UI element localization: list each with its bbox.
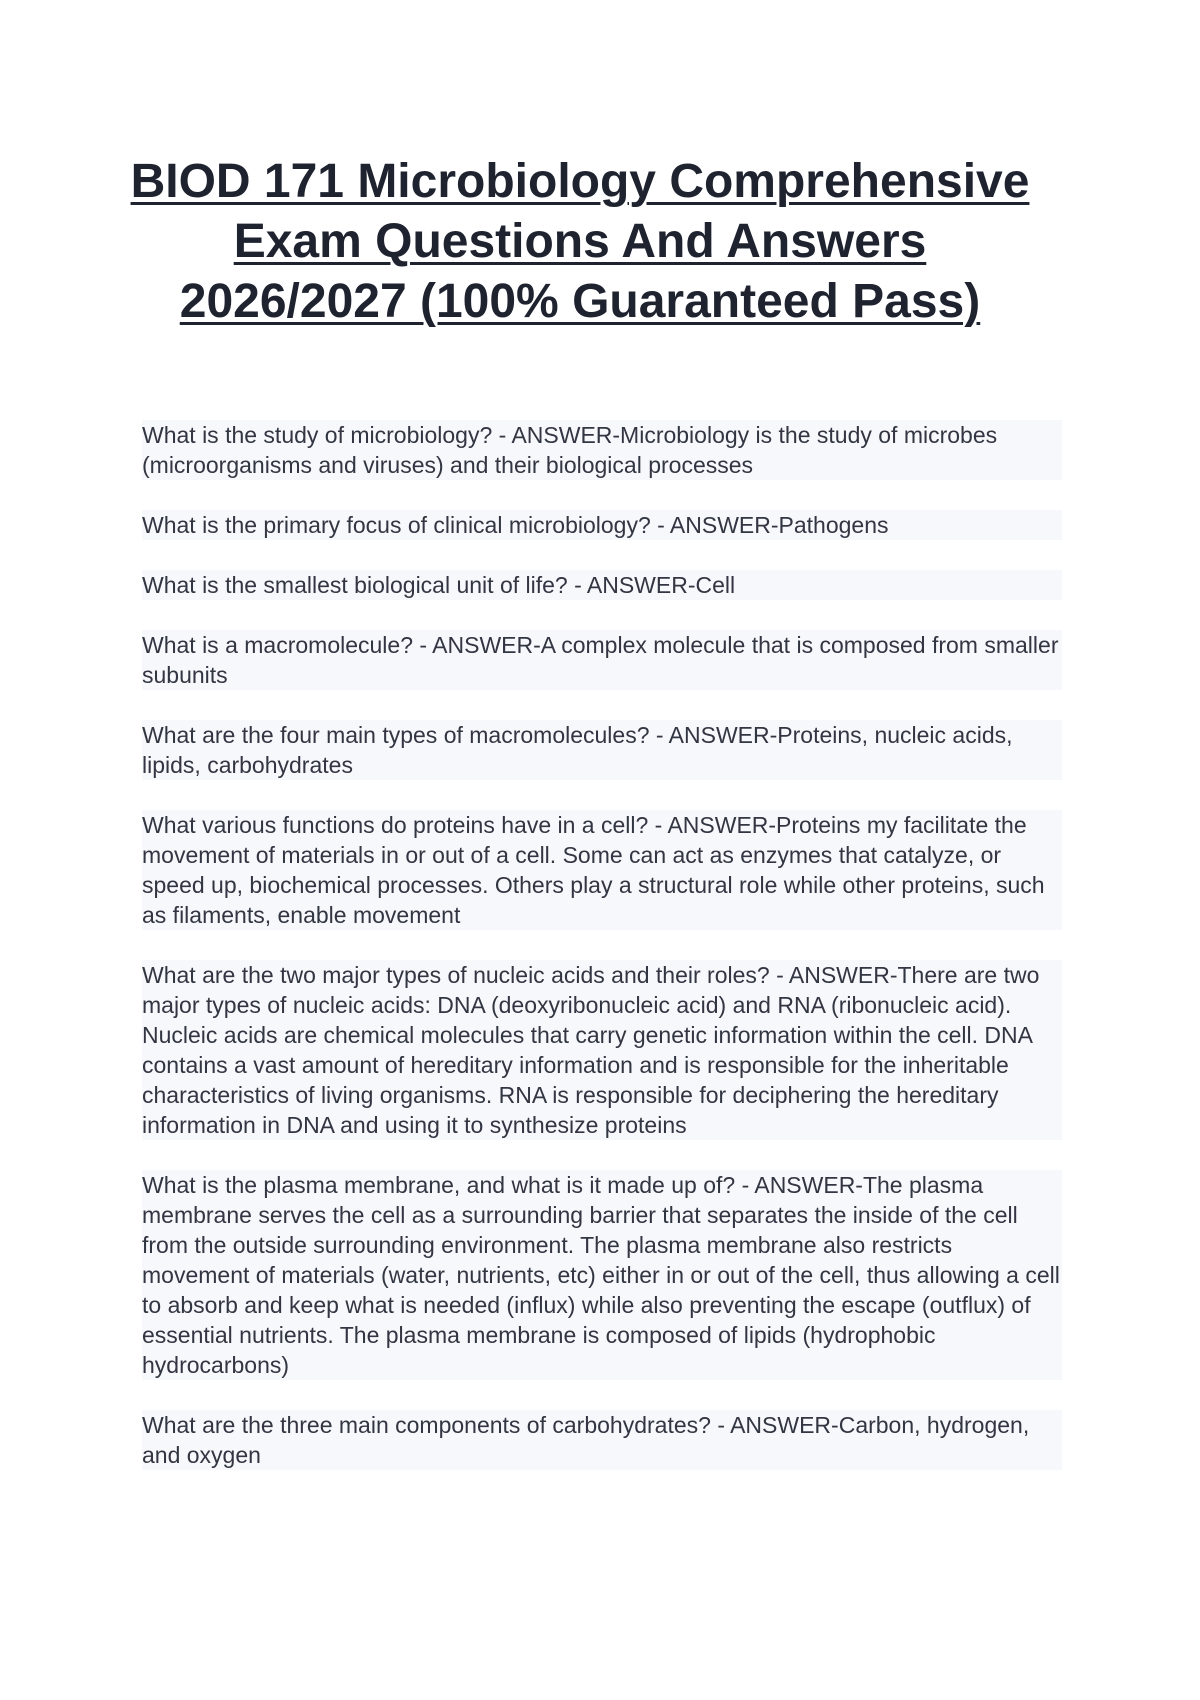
qa-item: What is a macromolecule? - ANSWER-A complex molecule that is composed from smaller subunits: [142, 630, 1062, 690]
title-block: [130, 152, 1030, 332]
qa-item: What are the four main types of macromolecules? - ANSWER-Proteins, nucleic acids, lipids, carbohydrates: [142, 720, 1062, 780]
qa-item: What various functions do proteins have in a cell? - ANSWER-Proteins my facilitate the movement of materials in or out of a cell. Some can act as enzymes that catalyze, or speed up, biochemical processes. Others play a structural role while other proteins, such as filaments, enable movement: [142, 810, 1062, 930]
qa-item: What are the three main components of carbohydrates? - ANSWER-Carbon, hydrogen, and oxygen: [142, 1410, 1062, 1470]
qa-item: What is the study of microbiology? - ANSWER-Microbiology is the study of microbes (microorganisms and viruses) and their biological processes: [142, 420, 1062, 480]
qa-item: What is the smallest biological unit of life? - ANSWER-Cell: [142, 570, 1062, 600]
qa-item: What is the primary focus of clinical microbiology? - ANSWER-Pathogens: [142, 510, 1062, 540]
document-title: BIOD 171 Microbiology Comprehensive Exam Questions And Answers 2026/2027 (100% Guaranteed Pass): [130, 155, 1030, 328]
qa-list: [142, 420, 1062, 1500]
qa-item: What is the plasma membrane, and what is it made up of? - ANSWER-The plasma membrane serves the cell as a surrounding barrier that separates the inside of the cell from the outside surrounding environment. The plasma membrane also restricts movement of materials (water, nutrients, etc) either in or out of the cell, thus allowing a cell to absorb and keep what is needed (influx) while also preventing the escape (outflux) of essential nutrients. The plasma membrane is composed of lipids (hydrophobic hydrocarbons): [142, 1170, 1062, 1380]
qa-item: What are the two major types of nucleic acids and their roles? - ANSWER-There are two major types of nucleic acids: DNA (deoxyribonucleic acid) and RNA (ribonucleic acid). Nucleic acids are chemical molecules that carry genetic information within the cell. DNA contains a vast amount of hereditary information and is responsible for the inheritable characteristics of living organisms. RNA is responsible for deciphering the hereditary information in DNA and using it to synthesize proteins: [142, 960, 1062, 1140]
